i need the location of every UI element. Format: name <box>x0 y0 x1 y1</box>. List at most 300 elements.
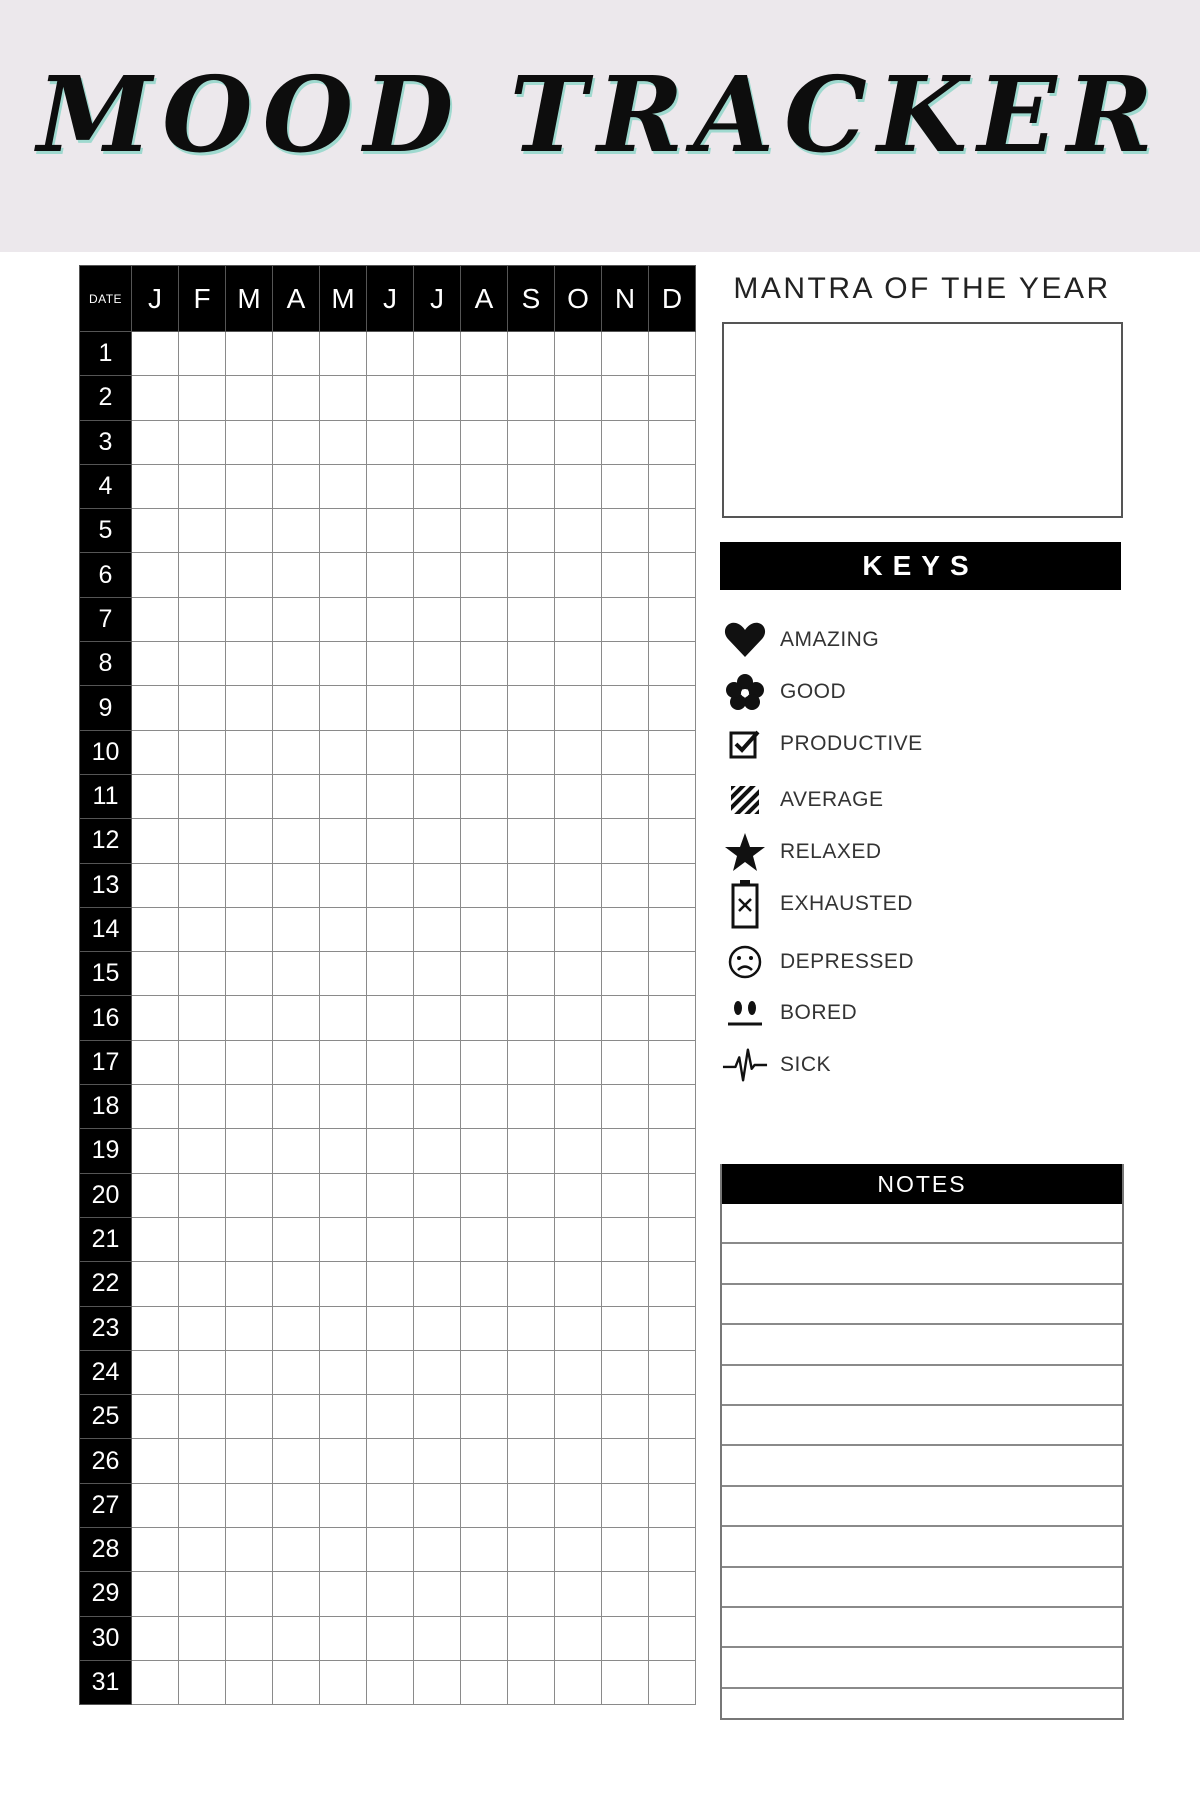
mood-cell[interactable] <box>508 1262 555 1306</box>
mood-cell[interactable] <box>320 774 367 818</box>
mood-cell[interactable] <box>132 553 179 597</box>
mood-cell[interactable] <box>320 376 367 420</box>
mood-cell[interactable] <box>367 996 414 1040</box>
mood-cell[interactable] <box>414 952 461 996</box>
mood-cell[interactable] <box>602 376 649 420</box>
mood-cell[interactable] <box>320 952 367 996</box>
mood-cell[interactable] <box>367 420 414 464</box>
mood-cell[interactable] <box>226 1572 273 1616</box>
mood-cell[interactable] <box>555 332 602 376</box>
mood-cell[interactable] <box>508 1306 555 1350</box>
mood-cell[interactable] <box>649 420 696 464</box>
mood-cell[interactable] <box>320 863 367 907</box>
mood-cell[interactable] <box>273 730 320 774</box>
mood-cell[interactable] <box>555 1085 602 1129</box>
mood-cell[interactable] <box>226 863 273 907</box>
mood-cell[interactable] <box>508 1528 555 1572</box>
mood-cell[interactable] <box>649 1439 696 1483</box>
mood-cell[interactable] <box>273 1439 320 1483</box>
mood-cell[interactable] <box>602 863 649 907</box>
note-line[interactable] <box>722 1244 1122 1284</box>
mood-cell[interactable] <box>555 996 602 1040</box>
mood-cell[interactable] <box>461 730 508 774</box>
mood-cell[interactable] <box>508 1217 555 1261</box>
mood-cell[interactable] <box>602 420 649 464</box>
mood-cell[interactable] <box>461 1217 508 1261</box>
mood-cell[interactable] <box>367 774 414 818</box>
mood-cell[interactable] <box>367 907 414 951</box>
mood-cell[interactable] <box>226 1173 273 1217</box>
mood-cell[interactable] <box>649 1572 696 1616</box>
mood-cell[interactable] <box>555 376 602 420</box>
mood-cell[interactable] <box>649 1528 696 1572</box>
mood-cell[interactable] <box>414 1306 461 1350</box>
mood-cell[interactable] <box>649 819 696 863</box>
mood-cell[interactable] <box>320 1572 367 1616</box>
mood-cell[interactable] <box>273 863 320 907</box>
mood-cell[interactable] <box>132 1616 179 1660</box>
mood-cell[interactable] <box>461 996 508 1040</box>
mood-cell[interactable] <box>367 686 414 730</box>
mood-cell[interactable] <box>555 1483 602 1527</box>
mood-cell[interactable] <box>508 1129 555 1173</box>
note-line[interactable] <box>722 1366 1122 1406</box>
mood-cell[interactable] <box>414 1350 461 1394</box>
note-line[interactable] <box>722 1689 1122 1727</box>
mood-cell[interactable] <box>132 1395 179 1439</box>
mood-cell[interactable] <box>320 1085 367 1129</box>
mood-cell[interactable] <box>226 1660 273 1704</box>
mood-cell[interactable] <box>508 819 555 863</box>
mood-cell[interactable] <box>226 952 273 996</box>
mood-cell[interactable] <box>226 597 273 641</box>
mood-cell[interactable] <box>602 1483 649 1527</box>
mood-cell[interactable] <box>179 1483 226 1527</box>
mood-cell[interactable] <box>649 1660 696 1704</box>
mood-cell[interactable] <box>273 509 320 553</box>
mood-cell[interactable] <box>602 1660 649 1704</box>
mood-cell[interactable] <box>179 730 226 774</box>
mood-cell[interactable] <box>508 464 555 508</box>
mood-cell[interactable] <box>320 553 367 597</box>
mood-cell[interactable] <box>320 1660 367 1704</box>
mood-cell[interactable] <box>602 1616 649 1660</box>
mood-cell[interactable] <box>320 1350 367 1394</box>
mood-cell[interactable] <box>367 1129 414 1173</box>
mood-cell[interactable] <box>367 952 414 996</box>
mood-cell[interactable] <box>649 642 696 686</box>
mood-cell[interactable] <box>226 1262 273 1306</box>
mood-cell[interactable] <box>320 996 367 1040</box>
mood-cell[interactable] <box>320 420 367 464</box>
mood-cell[interactable] <box>367 376 414 420</box>
mood-cell[interactable] <box>226 1395 273 1439</box>
mood-cell[interactable] <box>179 1528 226 1572</box>
mood-cell[interactable] <box>132 774 179 818</box>
mood-cell[interactable] <box>508 1040 555 1084</box>
mood-cell[interactable] <box>602 952 649 996</box>
mood-cell[interactable] <box>649 1217 696 1261</box>
mood-cell[interactable] <box>132 1660 179 1704</box>
mood-cell[interactable] <box>179 1217 226 1261</box>
mood-cell[interactable] <box>602 1040 649 1084</box>
mood-cell[interactable] <box>273 642 320 686</box>
mood-cell[interactable] <box>461 1483 508 1527</box>
mood-cell[interactable] <box>273 553 320 597</box>
mood-cell[interactable] <box>367 1660 414 1704</box>
mood-cell[interactable] <box>508 1483 555 1527</box>
mood-cell[interactable] <box>414 509 461 553</box>
mood-cell[interactable] <box>132 1040 179 1084</box>
mood-cell[interactable] <box>555 1616 602 1660</box>
mood-cell[interactable] <box>367 597 414 641</box>
mood-cell[interactable] <box>320 730 367 774</box>
mood-cell[interactable] <box>367 642 414 686</box>
mood-cell[interactable] <box>367 1616 414 1660</box>
mood-cell[interactable] <box>179 1439 226 1483</box>
mood-cell[interactable] <box>226 420 273 464</box>
mood-cell[interactable] <box>414 1660 461 1704</box>
mood-cell[interactable] <box>320 819 367 863</box>
mood-cell[interactable] <box>273 1350 320 1394</box>
mood-cell[interactable] <box>602 1173 649 1217</box>
mood-cell[interactable] <box>508 420 555 464</box>
mood-cell[interactable] <box>226 464 273 508</box>
mood-cell[interactable] <box>367 819 414 863</box>
mood-cell[interactable] <box>273 332 320 376</box>
mood-cell[interactable] <box>414 863 461 907</box>
mood-cell[interactable] <box>461 464 508 508</box>
mood-cell[interactable] <box>132 1262 179 1306</box>
mood-cell[interactable] <box>508 376 555 420</box>
mood-cell[interactable] <box>649 730 696 774</box>
mood-cell[interactable] <box>414 1528 461 1572</box>
mood-cell[interactable] <box>179 642 226 686</box>
mood-cell[interactable] <box>555 819 602 863</box>
mood-cell[interactable] <box>179 1173 226 1217</box>
mood-cell[interactable] <box>555 774 602 818</box>
mood-cell[interactable] <box>508 996 555 1040</box>
mood-cell[interactable] <box>649 1173 696 1217</box>
mood-cell[interactable] <box>414 553 461 597</box>
mood-cell[interactable] <box>226 1129 273 1173</box>
note-line[interactable] <box>722 1608 1122 1648</box>
mood-cell[interactable] <box>367 1528 414 1572</box>
mood-cell[interactable] <box>649 686 696 730</box>
mood-cell[interactable] <box>226 1085 273 1129</box>
mood-cell[interactable] <box>320 1040 367 1084</box>
mood-cell[interactable] <box>320 1483 367 1527</box>
mood-cell[interactable] <box>508 907 555 951</box>
mood-cell[interactable] <box>602 1262 649 1306</box>
mood-cell[interactable] <box>132 509 179 553</box>
mood-cell[interactable] <box>461 1350 508 1394</box>
mood-cell[interactable] <box>226 509 273 553</box>
mood-cell[interactable] <box>132 597 179 641</box>
note-line[interactable] <box>722 1527 1122 1567</box>
mood-cell[interactable] <box>367 464 414 508</box>
mood-cell[interactable] <box>320 1262 367 1306</box>
mood-cell[interactable] <box>649 509 696 553</box>
mood-cell[interactable] <box>555 952 602 996</box>
mood-cell[interactable] <box>461 376 508 420</box>
mood-cell[interactable] <box>555 1129 602 1173</box>
mood-cell[interactable] <box>320 332 367 376</box>
mood-cell[interactable] <box>132 907 179 951</box>
mood-cell[interactable] <box>179 996 226 1040</box>
mood-cell[interactable] <box>132 1217 179 1261</box>
mood-cell[interactable] <box>273 1217 320 1261</box>
mood-cell[interactable] <box>508 597 555 641</box>
mood-cell[interactable] <box>226 686 273 730</box>
mood-cell[interactable] <box>226 1306 273 1350</box>
mood-cell[interactable] <box>179 509 226 553</box>
mood-cell[interactable] <box>320 1616 367 1660</box>
mood-cell[interactable] <box>649 952 696 996</box>
mood-cell[interactable] <box>320 1528 367 1572</box>
mood-cell[interactable] <box>649 1350 696 1394</box>
mood-cell[interactable] <box>132 996 179 1040</box>
mood-cell[interactable] <box>367 1350 414 1394</box>
mood-cell[interactable] <box>273 1262 320 1306</box>
mood-cell[interactable] <box>461 907 508 951</box>
mood-cell[interactable] <box>555 863 602 907</box>
mood-cell[interactable] <box>226 376 273 420</box>
mood-cell[interactable] <box>508 863 555 907</box>
mood-cell[interactable] <box>414 1439 461 1483</box>
mood-cell[interactable] <box>555 1173 602 1217</box>
note-line[interactable] <box>722 1325 1122 1365</box>
mood-cell[interactable] <box>273 376 320 420</box>
mood-cell[interactable] <box>649 1616 696 1660</box>
mood-cell[interactable] <box>649 1262 696 1306</box>
mood-cell[interactable] <box>367 1483 414 1527</box>
mood-cell[interactable] <box>414 730 461 774</box>
mood-cell[interactable] <box>367 730 414 774</box>
mood-cell[interactable] <box>555 1439 602 1483</box>
mood-cell[interactable] <box>179 907 226 951</box>
mood-cell[interactable] <box>132 730 179 774</box>
mood-cell[interactable] <box>179 1616 226 1660</box>
mood-cell[interactable] <box>508 774 555 818</box>
mood-cell[interactable] <box>602 1085 649 1129</box>
mood-cell[interactable] <box>508 952 555 996</box>
mood-cell[interactable] <box>602 1217 649 1261</box>
mood-cell[interactable] <box>132 642 179 686</box>
mood-cell[interactable] <box>602 1395 649 1439</box>
mood-cell[interactable] <box>273 1040 320 1084</box>
mood-cell[interactable] <box>649 996 696 1040</box>
mood-cell[interactable] <box>461 1660 508 1704</box>
note-line[interactable] <box>722 1568 1122 1608</box>
mood-cell[interactable] <box>414 996 461 1040</box>
mood-cell[interactable] <box>320 509 367 553</box>
mood-cell[interactable] <box>508 1660 555 1704</box>
mood-cell[interactable] <box>273 1660 320 1704</box>
mood-cell[interactable] <box>226 553 273 597</box>
mood-cell[interactable] <box>367 1572 414 1616</box>
mood-cell[interactable] <box>649 1395 696 1439</box>
mood-cell[interactable] <box>414 1129 461 1173</box>
mood-cell[interactable] <box>179 686 226 730</box>
mood-cell[interactable] <box>461 774 508 818</box>
mood-cell[interactable] <box>555 730 602 774</box>
mood-cell[interactable] <box>602 553 649 597</box>
mood-cell[interactable] <box>132 819 179 863</box>
mood-cell[interactable] <box>179 1395 226 1439</box>
mood-cell[interactable] <box>508 1572 555 1616</box>
note-line[interactable] <box>722 1446 1122 1486</box>
mood-cell[interactable] <box>414 686 461 730</box>
mood-cell[interactable] <box>179 952 226 996</box>
mood-cell[interactable] <box>414 1085 461 1129</box>
mood-cell[interactable] <box>320 464 367 508</box>
mood-cell[interactable] <box>226 1439 273 1483</box>
mood-cell[interactable] <box>179 376 226 420</box>
mood-cell[interactable] <box>602 642 649 686</box>
mood-cell[interactable] <box>461 1306 508 1350</box>
mood-cell[interactable] <box>508 686 555 730</box>
note-line[interactable] <box>722 1406 1122 1446</box>
mood-cell[interactable] <box>602 1350 649 1394</box>
mood-cell[interactable] <box>320 907 367 951</box>
mood-cell[interactable] <box>649 553 696 597</box>
mood-cell[interactable] <box>320 1395 367 1439</box>
mood-cell[interactable] <box>461 420 508 464</box>
mood-cell[interactable] <box>273 420 320 464</box>
mood-cell[interactable] <box>602 1572 649 1616</box>
mood-cell[interactable] <box>461 553 508 597</box>
mood-cell[interactable] <box>555 1395 602 1439</box>
mood-cell[interactable] <box>602 1129 649 1173</box>
mood-cell[interactable] <box>649 863 696 907</box>
mood-cell[interactable] <box>508 730 555 774</box>
mood-cell[interactable] <box>461 642 508 686</box>
mood-cell[interactable] <box>461 1528 508 1572</box>
mood-cell[interactable] <box>367 553 414 597</box>
mood-cell[interactable] <box>179 1129 226 1173</box>
mood-cell[interactable] <box>414 1483 461 1527</box>
mood-cell[interactable] <box>508 509 555 553</box>
mood-cell[interactable] <box>555 1660 602 1704</box>
mood-cell[interactable] <box>320 642 367 686</box>
mood-cell[interactable] <box>461 1262 508 1306</box>
mood-cell[interactable] <box>602 774 649 818</box>
mood-cell[interactable] <box>226 1217 273 1261</box>
mood-cell[interactable] <box>179 1660 226 1704</box>
mood-cell[interactable] <box>273 1572 320 1616</box>
mood-cell[interactable] <box>179 1306 226 1350</box>
mood-cell[interactable] <box>602 464 649 508</box>
mood-cell[interactable] <box>555 464 602 508</box>
mood-cell[interactable] <box>179 332 226 376</box>
mood-cell[interactable] <box>132 332 179 376</box>
mood-cell[interactable] <box>414 376 461 420</box>
mood-cell[interactable] <box>132 464 179 508</box>
mood-cell[interactable] <box>602 907 649 951</box>
mood-cell[interactable] <box>179 1572 226 1616</box>
mood-cell[interactable] <box>414 1173 461 1217</box>
mood-cell[interactable] <box>602 509 649 553</box>
mood-cell[interactable] <box>555 1350 602 1394</box>
mood-cell[interactable] <box>179 597 226 641</box>
mood-cell[interactable] <box>320 1439 367 1483</box>
mood-cell[interactable] <box>320 597 367 641</box>
mood-cell[interactable] <box>414 907 461 951</box>
mood-cell[interactable] <box>461 1395 508 1439</box>
mood-cell[interactable] <box>414 420 461 464</box>
mood-cell[interactable] <box>508 1395 555 1439</box>
mood-cell[interactable] <box>602 1306 649 1350</box>
mood-cell[interactable] <box>555 1306 602 1350</box>
mood-cell[interactable] <box>414 1572 461 1616</box>
mood-cell[interactable] <box>461 1085 508 1129</box>
mood-cell[interactable] <box>461 1173 508 1217</box>
mood-cell[interactable] <box>273 774 320 818</box>
mood-cell[interactable] <box>461 332 508 376</box>
mood-cell[interactable] <box>602 730 649 774</box>
mood-cell[interactable] <box>226 774 273 818</box>
note-line[interactable] <box>722 1204 1122 1244</box>
mood-cell[interactable] <box>555 642 602 686</box>
mood-cell[interactable] <box>132 686 179 730</box>
mood-cell[interactable] <box>555 509 602 553</box>
mood-cell[interactable] <box>320 1306 367 1350</box>
mood-cell[interactable] <box>179 863 226 907</box>
mood-cell[interactable] <box>414 464 461 508</box>
mood-cell[interactable] <box>508 1616 555 1660</box>
mood-cell[interactable] <box>461 1040 508 1084</box>
mood-cell[interactable] <box>555 1262 602 1306</box>
mood-cell[interactable] <box>414 774 461 818</box>
mood-cell[interactable] <box>649 1483 696 1527</box>
mood-cell[interactable] <box>649 1306 696 1350</box>
mood-cell[interactable] <box>226 332 273 376</box>
note-line[interactable] <box>722 1285 1122 1325</box>
mood-cell[interactable] <box>555 1572 602 1616</box>
mood-cell[interactable] <box>461 597 508 641</box>
mood-cell[interactable] <box>320 1173 367 1217</box>
mood-cell[interactable] <box>461 952 508 996</box>
mood-cell[interactable] <box>273 952 320 996</box>
mood-cell[interactable] <box>461 509 508 553</box>
mood-cell[interactable] <box>273 686 320 730</box>
mood-cell[interactable] <box>273 1395 320 1439</box>
mood-cell[interactable] <box>602 996 649 1040</box>
mood-cell[interactable] <box>320 1129 367 1173</box>
mood-cell[interactable] <box>179 1350 226 1394</box>
mood-cell[interactable] <box>508 1350 555 1394</box>
mood-cell[interactable] <box>273 996 320 1040</box>
mood-cell[interactable] <box>132 952 179 996</box>
mood-cell[interactable] <box>461 1616 508 1660</box>
mood-cell[interactable] <box>367 1439 414 1483</box>
mood-cell[interactable] <box>132 376 179 420</box>
mood-cell[interactable] <box>414 642 461 686</box>
mood-cell[interactable] <box>226 1350 273 1394</box>
mood-cell[interactable] <box>602 332 649 376</box>
mood-cell[interactable] <box>367 1217 414 1261</box>
mood-cell[interactable] <box>555 907 602 951</box>
note-line[interactable] <box>722 1487 1122 1527</box>
mood-cell[interactable] <box>179 464 226 508</box>
mood-cell[interactable] <box>367 332 414 376</box>
mood-cell[interactable] <box>367 1173 414 1217</box>
mood-cell[interactable] <box>320 686 367 730</box>
mood-cell[interactable] <box>273 1085 320 1129</box>
mood-cell[interactable] <box>132 1572 179 1616</box>
mood-cell[interactable] <box>649 774 696 818</box>
